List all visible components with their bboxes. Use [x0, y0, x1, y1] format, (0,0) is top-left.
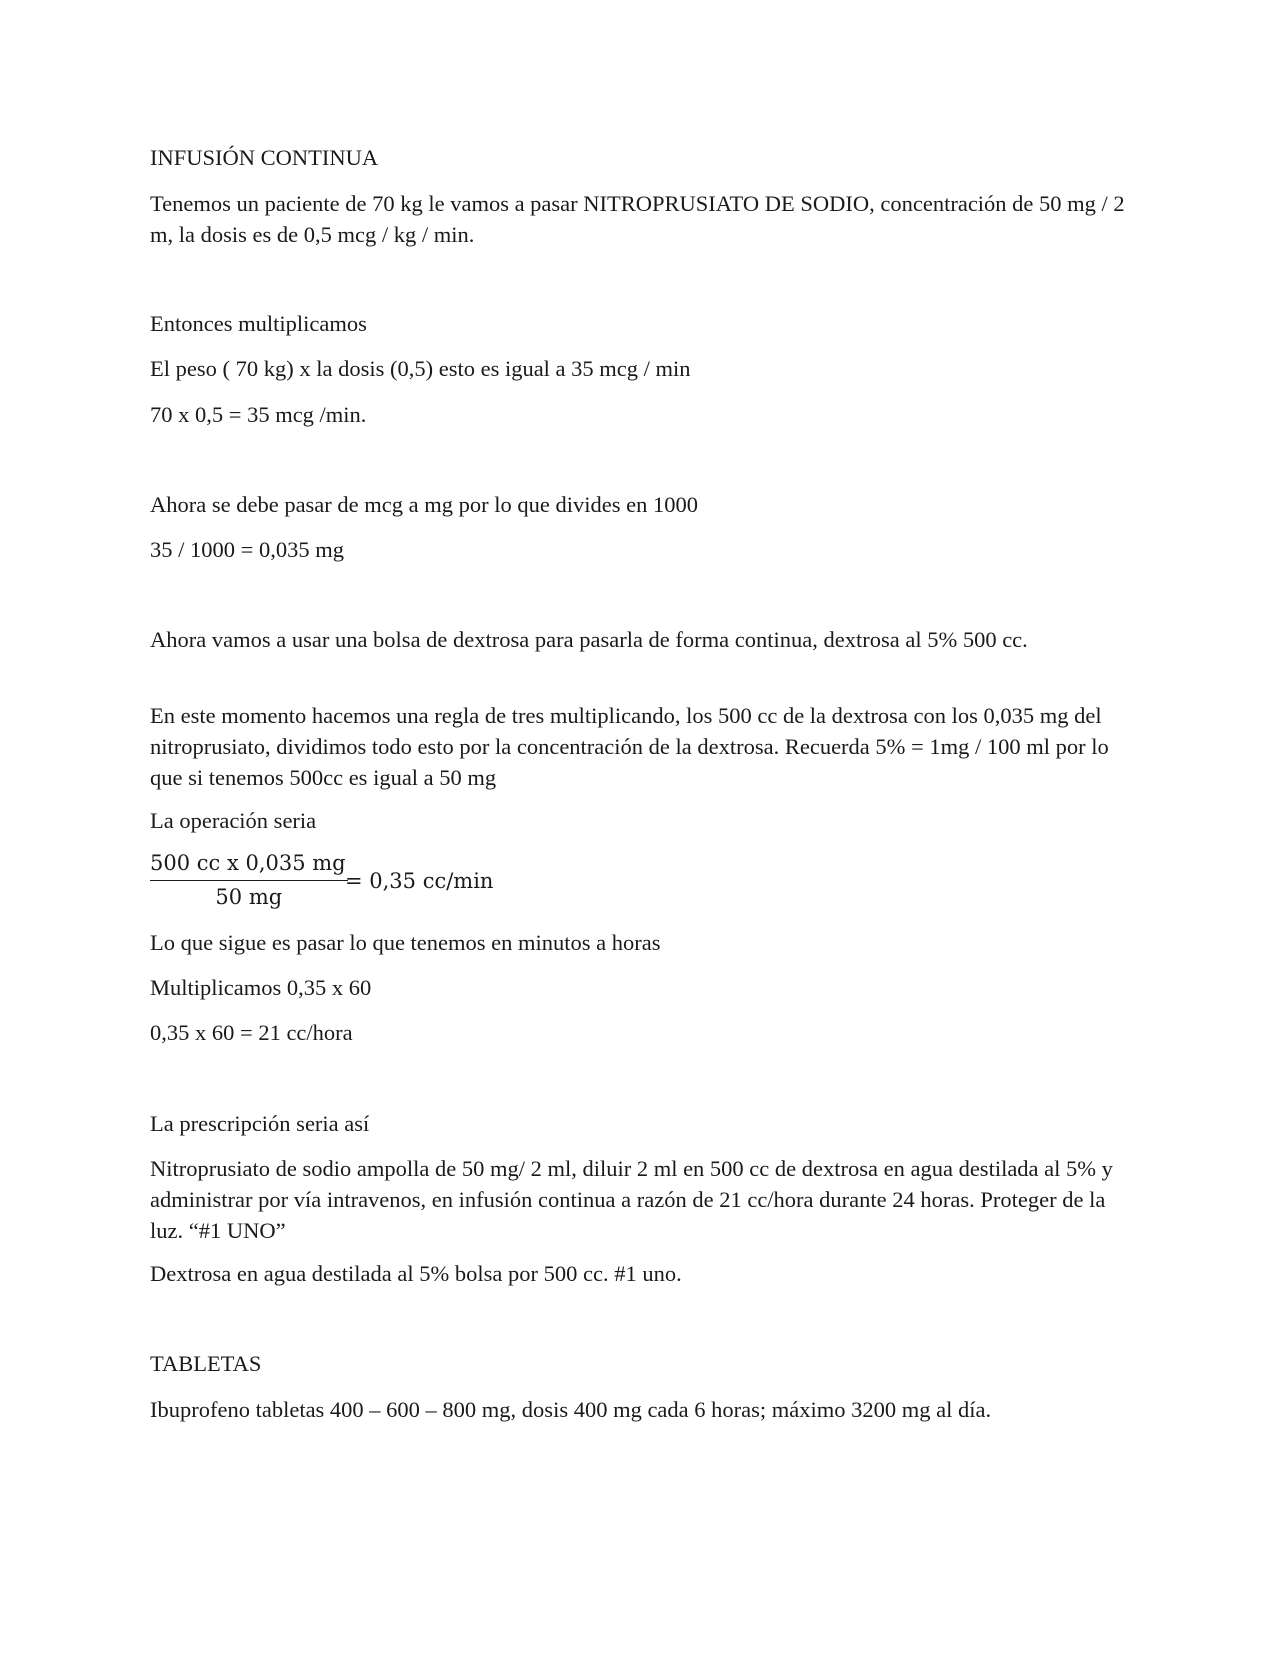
paragraph: La prescripción seria así	[150, 1111, 370, 1136]
paragraph: Ibuprofeno tabletas 400 – 600 – 800 mg, dosis 400 mg cada 6 horas; máximo 3200 mg al día.	[150, 1397, 992, 1422]
paragraph: Ahora vamos a usar una bolsa de dextrosa para pasarla de forma continua, dextrosa al 5% 500 cc.	[150, 627, 1028, 652]
paragraph: El peso ( 70 kg) x la dosis (0,5) esto es igual a 35 mcg / min	[150, 356, 691, 381]
paragraph: 0,35 x 60 = 21 cc/hora	[150, 1020, 353, 1045]
paragraph: Dextrosa en agua destilada al 5% bolsa por 500 cc. #1 uno.	[150, 1261, 682, 1286]
formula-denominator: 50 mg	[215, 885, 283, 909]
paragraph: Ahora se debe pasar de mcg a mg por lo que divides en 1000	[150, 492, 698, 517]
paragraph: 35 / 1000 = 0,035 mg	[150, 537, 344, 562]
section-heading-infusion: INFUSIÓN CONTINUA	[150, 145, 379, 170]
paragraph: Multiplicamos 0,35 x 60	[150, 975, 372, 1000]
paragraph: Entonces multiplicamos	[150, 311, 367, 336]
paragraph: La operación seria	[150, 808, 317, 833]
paragraph: 70 x 0,5 = 35 mcg /min.	[150, 402, 367, 427]
formula-numerator: 500 cc x 0,035 mg	[150, 848, 348, 881]
section-heading-tabletas: TABLETAS	[150, 1351, 262, 1376]
paragraph: En este momento hacemos una regla de tres multiplicando, los 500 cc de la dextrosa con los 0,035 mg del nitroprusiato, dividimos todo esto por la concentración de la dextrosa. Recuerda 5% = 1mg / 100 ml por lo que si tenemos 500cc es igual a 50 mg	[150, 703, 1109, 790]
paragraph-intro: Tenemos un paciente de 70 kg le vamos a pasar NITROPRUSIATO DE SODIO, concentración de 50 mg / 2 m, la dosis es de 0,5 mcg / kg / min.	[150, 191, 1125, 247]
paragraph: Lo que sigue es pasar lo que tenemos en minutos a horas	[150, 930, 661, 955]
formula-result: = 0,35 cc/min	[345, 869, 494, 893]
paragraph-prescription: Nitroprusiato de sodio ampolla de 50 mg/ 2 ml, diluir 2 ml en 500 cc de dextrosa en agua destilada al 5% y administrar por vía intravenos, en infusión continua a razón de 21 cc/hora durante 24 horas. Proteger de la luz. “#1 UNO”	[150, 1156, 1113, 1243]
formula-fraction	[150, 848, 348, 913]
